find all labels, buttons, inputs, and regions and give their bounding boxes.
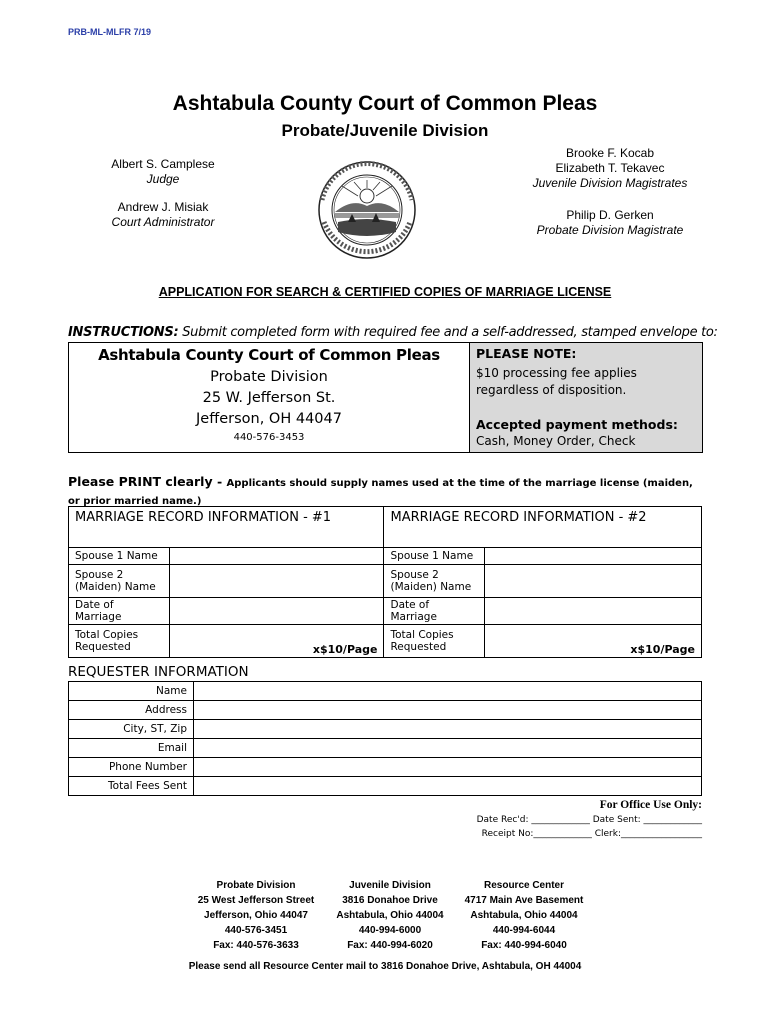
record2-copies-field[interactable] [485,625,702,658]
record-2-heading: MARRIAGE RECORD INFORMATION - #2 [384,507,702,548]
contact-street: 25 West Jefferson Street [197,895,315,906]
copies-label-line2: Requested [390,641,447,653]
official-administrator [78,200,248,230]
contact-fax: Fax: 440-576-3633 [213,940,299,951]
instructions [68,325,718,340]
contact-phone: 440-994-6000 [358,925,422,936]
spouse2-label-line1: Spouse 2 [75,569,124,581]
table-row [69,720,702,739]
contact-city: Jefferson, Ohio 44047 [204,910,308,921]
address-division: Probate Division [210,369,328,385]
note-text: $10 processing fee applies regardless of disposition. [476,366,637,397]
date-label: Date of Marriage [384,598,485,625]
record2-date-field[interactable] [485,598,702,625]
spouse1-label: Spouse 1 Name [384,548,485,565]
contact-name: Juvenile Division [349,880,431,891]
contact-probate [181,878,331,953]
phone-label: Phone Number [69,758,194,777]
contact-fax: Fax: 440-994-6020 [347,940,433,951]
address-field[interactable] [194,701,702,720]
payment-methods: Cash, Money Order, Check [476,434,636,448]
office-use-line1: Date Rec'd: _____________ Date Sent: _____________ [476,815,702,825]
form-code: PRB-ML-MLFR 7/19 [68,27,151,37]
contact-fax: Fax: 440-994-6040 [481,940,567,951]
table-row [69,682,702,701]
copies-label [69,625,170,658]
record1-copies-field[interactable] [169,625,384,658]
address-phone: 440-576-3453 [233,432,305,443]
table-row [69,598,702,625]
marriage-record-table [68,506,702,658]
official-role: Court Administrator [111,215,215,229]
table-row [69,507,702,548]
note-heading: PLEASE NOTE: [476,346,577,361]
table-row [69,548,702,565]
table-row [69,739,702,758]
official-name: Albert S. Camplese [111,157,215,171]
application-title: APPLICATION FOR SEARCH & CERTIFIED COPIES OF MARRIAGE LICENSE [158,285,612,299]
copies-label-line2: Requested [75,641,131,653]
official-name: Andrew J. Misiak [117,200,209,214]
contact-city: Ashtabula, Ohio 44004 [336,910,444,921]
spouse2-label-line2: (Maiden) Name [75,581,156,593]
official-name: Philip D. Gerken [566,208,654,222]
instructions-text: Submit completed form with required fee and a self-addressed, stamped envelope to: [178,325,718,340]
copies-label-line1: Total Copies [75,629,139,641]
official-juvenile-magistrates [520,146,700,191]
official-role: Juvenile Division Magistrates [532,176,688,190]
price-per-page: x$10/Page [630,643,695,656]
copies-label [384,625,485,658]
table-row [69,777,702,796]
date-label: Date of Marriage [69,598,170,625]
contact-resource-center [449,878,599,953]
fees-field[interactable] [194,777,702,796]
official-role: Judge [146,172,180,186]
print-notice-bold: Please PRINT clearly - [68,474,227,489]
contact-street: 3816 Donahoe Drive [342,895,438,906]
spouse2-label [69,565,170,598]
phone-field[interactable] [194,758,702,777]
address-label: Address [69,701,194,720]
table-row [69,565,702,598]
city-label: City, ST, Zip [69,720,194,739]
copies-label-line1: Total Copies [390,629,454,641]
division-title: Probate/Juvenile Division [281,121,489,140]
email-field[interactable] [194,739,702,758]
contact-phone: 440-994-6044 [492,925,556,936]
table-row [69,701,702,720]
print-notice-text: Applicants should supply names used at the time of the marriage license (maiden, or prior married name.) [68,478,693,507]
record-1-heading: MARRIAGE RECORD INFORMATION - #1 [69,507,384,548]
record1-date-field[interactable] [169,598,384,625]
name-field[interactable] [194,682,702,701]
address-court: Ashtabula County Court of Common Pleas [98,346,440,364]
contact-phone: 440-576-3451 [224,925,288,936]
record2-spouse1-field[interactable] [485,548,702,565]
city-field[interactable] [194,720,702,739]
official-name: Elizabeth T. Tekavec [555,161,665,175]
official-role: Probate Division Magistrate [536,223,684,237]
contact-street: 4717 Main Ave Basement [464,895,584,906]
please-note-panel [469,343,702,452]
ohio-state-seal-icon [308,160,426,260]
contact-juvenile [315,878,465,953]
contact-name: Probate Division [216,880,296,891]
print-notice [68,474,708,510]
official-probate-magistrate [520,208,700,238]
mailing-address [69,343,469,452]
price-per-page: x$10/Page [312,643,378,656]
instructions-label: INSTRUCTIONS: [68,325,179,340]
office-use-line2: Receipt No:_____________ Clerk:__________________ [481,829,702,839]
contact-name: Resource Center [483,880,565,891]
spouse1-label: Spouse 1 Name [69,548,170,565]
requester-table [68,681,702,796]
spouse2-label [384,565,485,598]
requester-title: REQUESTER INFORMATION [68,664,249,680]
email-label: Email [69,739,194,758]
address-street: 25 W. Jefferson St. [202,390,336,406]
record1-spouse2-field[interactable] [169,565,384,598]
court-title: Ashtabula County Court of Common Pleas [172,92,598,115]
official-judge [78,157,248,187]
footer-note: Please send all Resource Center mail to 3816 Donahoe Drive, Ashtabula, OH 44004 [188,961,582,972]
address-city: Jefferson, OH 44047 [196,411,342,427]
payment-heading: Accepted payment methods: [476,417,678,432]
official-name: Brooke F. Kocab [565,146,655,160]
record1-spouse1-field[interactable] [169,548,384,565]
record2-spouse2-field[interactable] [485,565,702,598]
spouse2-label-line2: (Maiden) Name [390,581,472,593]
contact-city: Ashtabula, Ohio 44004 [470,910,578,921]
spouse2-label-line1: Spouse 2 [390,569,439,581]
fees-label: Total Fees Sent [69,777,194,796]
table-row [69,758,702,777]
name-label: Name [69,682,194,701]
office-use-title: For Office Use Only: [599,799,702,811]
mailing-address-box [68,342,703,453]
table-row [69,625,702,658]
